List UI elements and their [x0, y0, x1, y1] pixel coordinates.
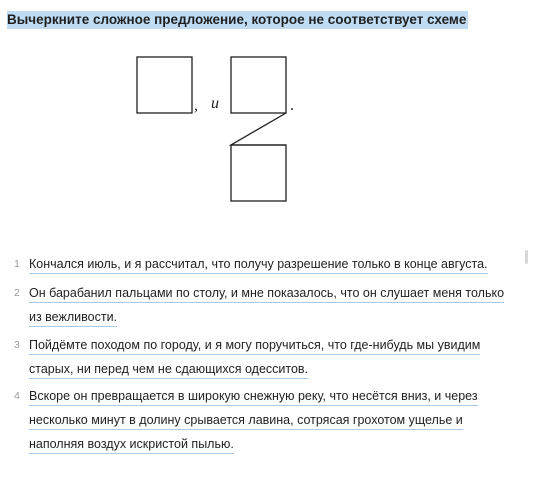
option-text-span: Кончался июль, и я рассчитал, что получу разрешение только в конце августа.	[29, 257, 488, 274]
scheme-box-1	[137, 57, 192, 113]
scheme-comma: ,	[194, 97, 198, 114]
task-title: Вычеркните сложное предложение, которое не соответствует схеме	[7, 12, 467, 27]
option-text[interactable]	[29, 281, 517, 329]
option-text-span: Пойдёмте походом по городу, и я могу поручиться, что где-нибудь мы увидим старых, ни перед чем не сдающихся одесситов.	[29, 338, 480, 379]
option-text-span: Вскоре он превращается в широкую снежную реку, что несётся вниз, и через несколько минут в долину срывается лавина, сотрясая грохотом ущелье и наполняя воздух искристой пылью.	[29, 389, 478, 454]
option-number: 1	[14, 258, 20, 270]
option-text[interactable]	[29, 333, 517, 381]
scheme-connector-line	[231, 113, 286, 145]
scheme-period: .	[290, 97, 294, 114]
option-text[interactable]	[29, 384, 517, 456]
scrollbar-thumb[interactable]	[525, 250, 528, 264]
option-text-span: Он барабанил пальцами по столу, и мне показалось, что он слушает меня только из вежливости.	[29, 286, 504, 327]
scheme-box-3	[231, 145, 286, 201]
option-number: 4	[14, 390, 20, 402]
option-number: 3	[14, 339, 20, 351]
scheme-box-2	[231, 57, 286, 113]
option-text[interactable]	[29, 252, 517, 276]
option-number: 2	[14, 287, 20, 299]
scheme-conjunction: и	[211, 95, 219, 112]
